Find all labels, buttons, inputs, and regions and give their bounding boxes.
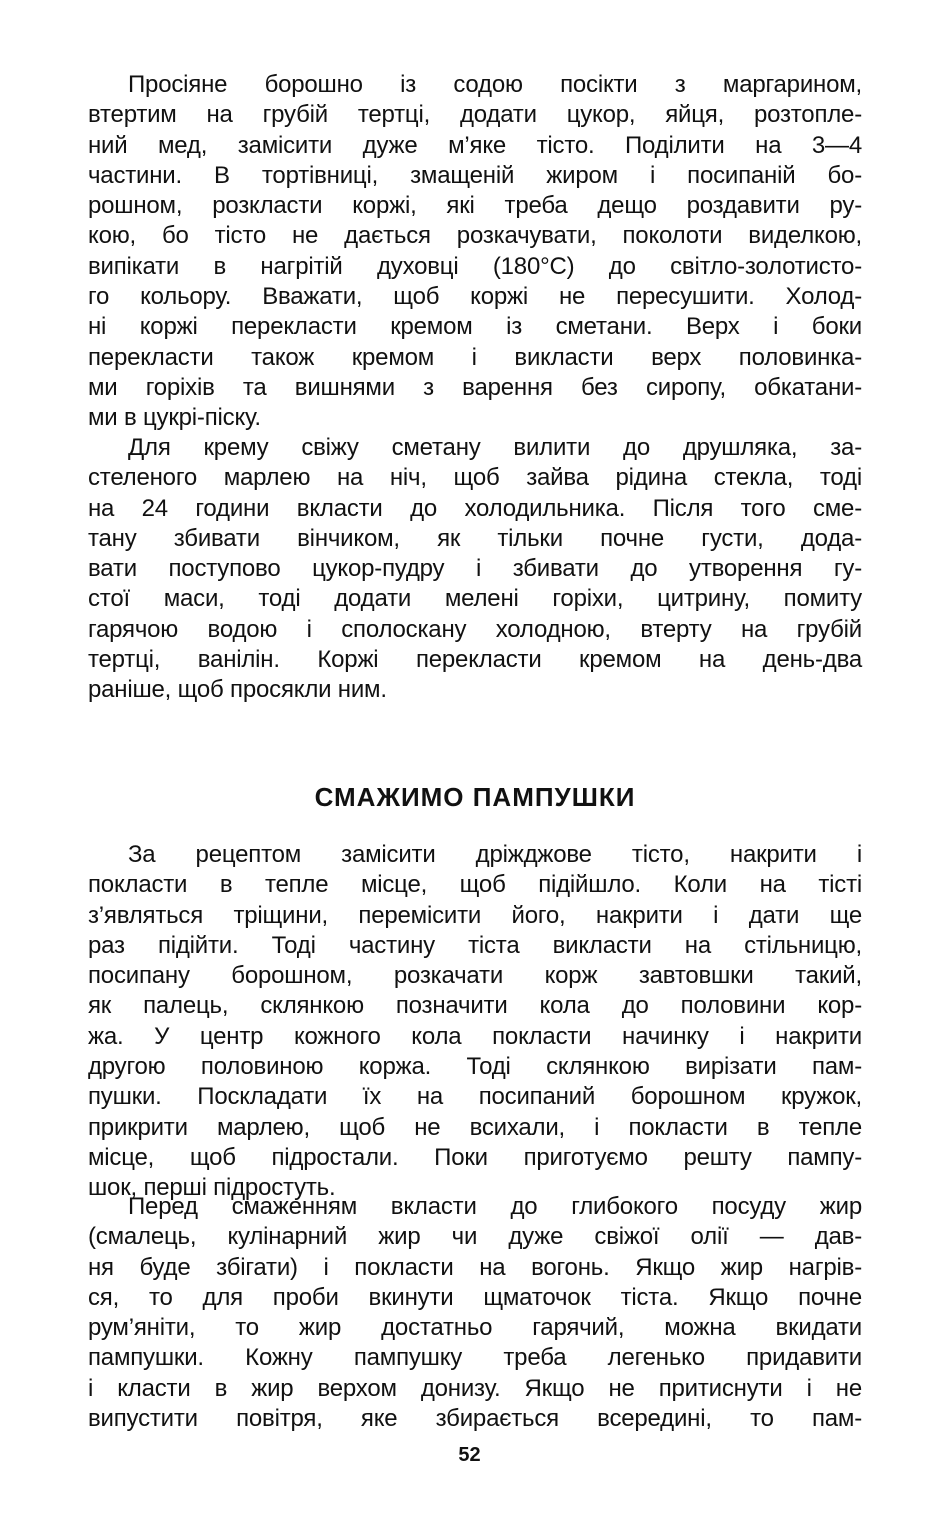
text-line: стої маси, тоді додати мелені горіхи, цитрину, помиту (88, 585, 862, 613)
text-line: прикрити марлею, щоб не всихали, і покласти в тепле (88, 1113, 862, 1141)
text-line: другою половиною коржа. Тоді склянкою вирізати пам- (88, 1053, 862, 1081)
text-line: втертим на грубій тертці, додати цукор, яйця, розтопле- (88, 101, 862, 129)
paragraph-frying (88, 1192, 862, 1434)
page-number: 52 (458, 1444, 481, 1466)
text-line: покласти в тепле місце, щоб підійшло. Коли на тісті (88, 871, 862, 899)
text-line: раніше, щоб просякли ним. (88, 676, 387, 704)
text-line: випустити повітря, яке збирається всередині, то пам- (88, 1405, 862, 1433)
text-line: ми в цукрі-піску. (88, 404, 261, 432)
text-line: жа. У центр кожного кола покласти начинку і накрити (88, 1022, 862, 1050)
text-line: шок, перші підростуть. (88, 1174, 336, 1202)
text-line: на 24 години вкласти до холодильника. Після того сме- (88, 494, 862, 522)
text-line: тану збивати вінчиком, як тільки почне густи, дода- (88, 524, 862, 552)
text-line: тертці, ванілін. Коржі перекласти кремом на день-два (88, 646, 862, 674)
text-line: Перед смаженням вкласти до глибокого посуду жир (128, 1193, 862, 1220)
text-line: го кольору. Вважати, щоб коржі не пересушити. Холод- (88, 283, 862, 311)
text-line: посипану борошном, розкачати корж завтовшки такий, (88, 962, 862, 990)
paragraph-dough-preparation (88, 840, 862, 1204)
paragraph-cream (88, 433, 862, 706)
text-line: За рецептом замісити дріжджове тісто, накрити і (128, 841, 862, 868)
text-line: пампушки. Кожну пампушку треба легенько придавити (88, 1344, 862, 1372)
section-heading: СМАЖИМО ПАМПУШКИ (314, 782, 636, 812)
text-line: кою, бо тісто не дається розкачувати, поколоти виделкою, (88, 222, 862, 250)
text-line: і класти в жир верхом донизу. Якщо не притиснути і не (88, 1374, 862, 1402)
text-line: Просіяне борошно із содою посікти з маргарином, (128, 71, 862, 98)
text-line: ний мед, замісити дуже м’яке тісто. Поділити на 3—4 (88, 131, 862, 159)
text-line: пушки. Поскладати їх на посипаний борошном кружок, (88, 1083, 862, 1111)
text-line: стеленого марлею на ніч, щоб зайва рідина стекла, тоді (88, 464, 862, 492)
text-line: ся, то для проби вкинути щматочок тіста. Якщо почне (88, 1283, 862, 1311)
text-line: перекласти також кремом і викласти верх половинка- (88, 343, 862, 371)
text-line: рум’яніти, то жир достатньо гарячий, можна вкидати (88, 1314, 862, 1342)
text-line: вати поступово цукор-пудру і збивати до утворення гу- (88, 555, 862, 583)
text-line: ня буде збігати) і покласти на вогонь. Якщо жир нагрів- (88, 1253, 862, 1281)
text-line: раз підійти. Тоді частину тіста викласти на стільницю, (88, 931, 862, 959)
text-line: ні коржі перекласти кремом із сметани. Верх і боки (88, 313, 862, 341)
paragraph-cake-assembly (88, 70, 862, 434)
text-line: випікати в нагрітій духовці (180°С) до світло-золотисто- (88, 252, 862, 280)
text-line: частини. В тортівниці, змащеній жиром і посипаній бо- (88, 161, 862, 189)
text-line: як палець, склянкою позначити кола до половини кор- (88, 992, 862, 1020)
text-line: з’являться тріщини, перемісити його, накрити і дати ще (88, 901, 862, 929)
text-line: місце, щоб підростали. Поки приготуємо решту пампу- (88, 1143, 862, 1171)
text-line: гарячою водою і сполоскану холодною, втерту на грубій (88, 615, 862, 643)
text-line: Для крему свіжу сметану вилити до друшляка, за- (128, 434, 862, 461)
text-line: ми горіхів та вишнями з варення без сиропу, обкатани- (88, 373, 862, 401)
text-line: рошном, розкласти коржі, які треба дещо роздавити ру- (88, 192, 862, 220)
text-line: (смалець, кулінарний жир чи дуже свіжої олії — дав- (88, 1223, 862, 1251)
